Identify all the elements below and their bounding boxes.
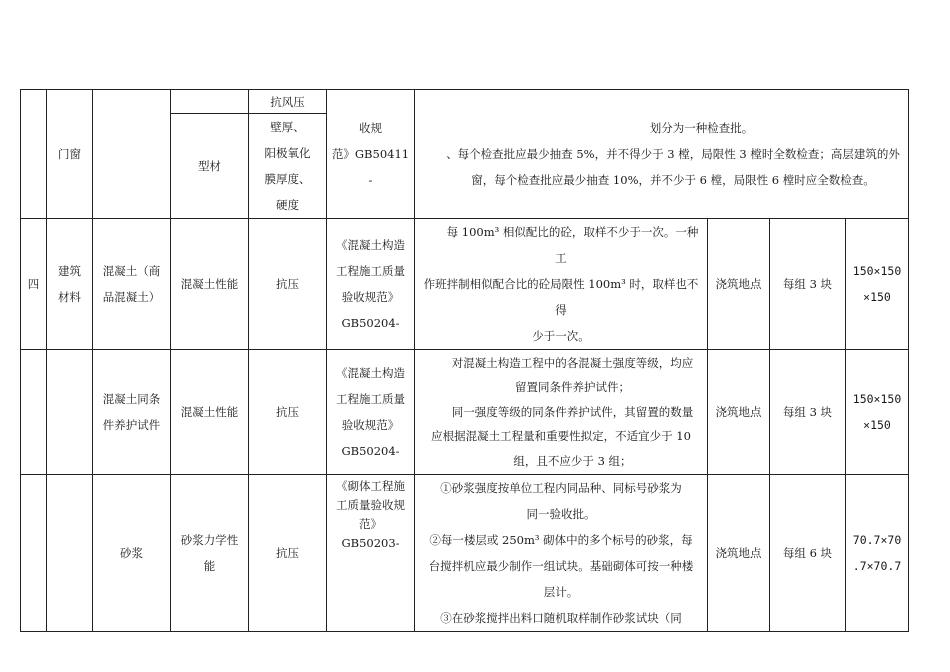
- performance-line: 能: [203, 559, 216, 573]
- category-cell: 门窗: [47, 90, 93, 219]
- standard-cell: [327, 219, 415, 350]
- seq-cell: [21, 475, 47, 632]
- standard-cell: [327, 475, 415, 632]
- requirement-line: 层计。: [543, 585, 579, 599]
- location-cell: 浇筑地点: [708, 350, 770, 475]
- table-row: [21, 350, 909, 475]
- requirement-cell: [415, 350, 708, 475]
- requirement-line: ③在砂浆搅拌出料口随机取样制作砂浆试块（同: [440, 611, 682, 625]
- seq-cell: [21, 350, 47, 475]
- standard-line: 工程施工质量: [336, 392, 405, 406]
- spec-cell: [846, 350, 909, 475]
- test-item-cell: 抗压: [249, 350, 327, 475]
- location-cell: 浇筑地点: [708, 219, 770, 350]
- material-cell: [93, 90, 171, 219]
- spec-cell: [846, 219, 909, 350]
- spec-line: 150×150: [852, 264, 902, 278]
- standard-line: 《混凝土构造: [336, 238, 405, 252]
- requirement-line: ②每一楼层或 250m³ 砌体中的多个标号的砂浆，每: [429, 533, 693, 547]
- table-row: [21, 475, 909, 632]
- seq-cell: 四: [21, 219, 47, 350]
- standard-line: 工质量验收规: [336, 498, 405, 512]
- standard-line: 范》GB50411-: [331, 147, 410, 187]
- material-line: 品混凝土）: [102, 290, 161, 304]
- standard-line: 《混凝土构造: [336, 366, 405, 380]
- test-item-line: 阳极氧化: [264, 146, 311, 160]
- requirement-line: 、每个检查批应最少抽查 5%，并不得少于 3 樘，局限性 3 樘时全数检查；高层建筑的外: [446, 147, 900, 161]
- standard-line: GB50204-: [341, 316, 400, 330]
- requirement-line: 同一验收批。: [526, 507, 596, 521]
- location-cell: 浇筑地点: [708, 475, 770, 632]
- requirement-line: 每 100m³ 相似配比的砼，取样不少于一次。一种工: [446, 225, 699, 265]
- requirement-line: 窗，每个检查批应最少抽查 10%，并不少于 6 樘，局限性 6 樘时应全数检查。: [471, 173, 875, 187]
- quantity-cell: 每组 6 块: [770, 475, 846, 632]
- test-item-cell: [249, 114, 327, 219]
- standard-line: GB50204-: [341, 444, 400, 458]
- requirement-line: 同一强度等级的同条件养护试件，其留置的数量: [451, 404, 694, 419]
- quantity-cell: 每组 3 块: [770, 219, 846, 350]
- material-cell: 砂浆: [93, 475, 171, 632]
- spec-line: ×150: [863, 290, 891, 304]
- category-line: 材料: [58, 290, 81, 304]
- test-item-line: 膜厚度、: [264, 172, 311, 186]
- requirement-line: 组，且不应少于 3 组；: [513, 453, 632, 468]
- performance-cell: 混凝土性能: [171, 350, 249, 475]
- test-item-line: 硬度: [276, 198, 299, 212]
- test-item-top-cell: 抗风压: [249, 90, 327, 114]
- spec-line: 70.7×70: [852, 533, 902, 547]
- requirement-line: 台搅拌机应最少制作一组试块。基础砌体可按一种楼: [428, 559, 694, 573]
- category-cell: [47, 350, 93, 475]
- requirement-line: 应根据混凝土工程量和重要性拟定，不适宜少于 10: [431, 429, 691, 444]
- requirement-cell: [415, 475, 708, 632]
- material-line: 混凝土（商: [102, 264, 161, 278]
- test-item-cell: 抗压: [249, 475, 327, 632]
- spec-line: 150×150: [852, 392, 902, 406]
- standard-line: 验收规范》: [341, 418, 400, 432]
- performance-line: 砂浆力学性: [180, 533, 239, 547]
- standard-cell: [327, 90, 415, 219]
- standard-line: 《砌体工程施: [336, 479, 405, 493]
- empty-cell: [171, 90, 249, 114]
- spec-line: ×150: [863, 418, 891, 432]
- seq-cell: [21, 90, 47, 219]
- requirement-line: 少于一次。: [532, 329, 590, 343]
- table-row: [21, 219, 909, 350]
- inspection-table: [20, 89, 909, 632]
- material-line: 件养护试件: [102, 418, 161, 432]
- test-item-line: 壁厚、: [270, 120, 305, 134]
- spec-cell: [846, 475, 909, 632]
- performance-cell: [171, 475, 249, 632]
- quantity-cell: 每组 3 块: [770, 350, 846, 475]
- standard-line: 验收规范》: [341, 290, 400, 304]
- requirement-title: 划分为一种检查批。: [649, 121, 754, 135]
- material-cell: [93, 350, 171, 475]
- requirement-line: ①砂浆强度按单位工程内同品种、同标号砂浆为: [440, 481, 682, 495]
- material-cell: [93, 219, 171, 350]
- requirement-cell: [415, 219, 708, 350]
- standard-line: 收规: [359, 121, 382, 135]
- standard-line: 工程施工质量: [336, 264, 405, 278]
- standard-line: GB50203-: [341, 536, 400, 550]
- requirement-line: 作班拌制相似配合比的砼局限性 100m³ 时，取样也不得: [423, 277, 699, 317]
- table-row: [21, 90, 909, 114]
- test-item-cell: 抗压: [249, 219, 327, 350]
- category-line: 建筑: [58, 264, 81, 278]
- performance-cell: 混凝土性能: [171, 219, 249, 350]
- requirement-line: 对混凝土构造工程中的各混凝土强度等级，均应: [451, 355, 694, 370]
- material-line: 混凝土同条: [102, 392, 161, 406]
- standard-line: 范》: [359, 517, 382, 531]
- requirement-line: 留置同条件养护试件；: [515, 380, 630, 395]
- material-type-cell: 型材: [171, 114, 249, 219]
- category-cell: [47, 475, 93, 632]
- standard-cell: [327, 350, 415, 475]
- spec-line: .7×70.7: [852, 559, 902, 573]
- requirement-cell: [415, 90, 909, 219]
- category-cell: [47, 219, 93, 350]
